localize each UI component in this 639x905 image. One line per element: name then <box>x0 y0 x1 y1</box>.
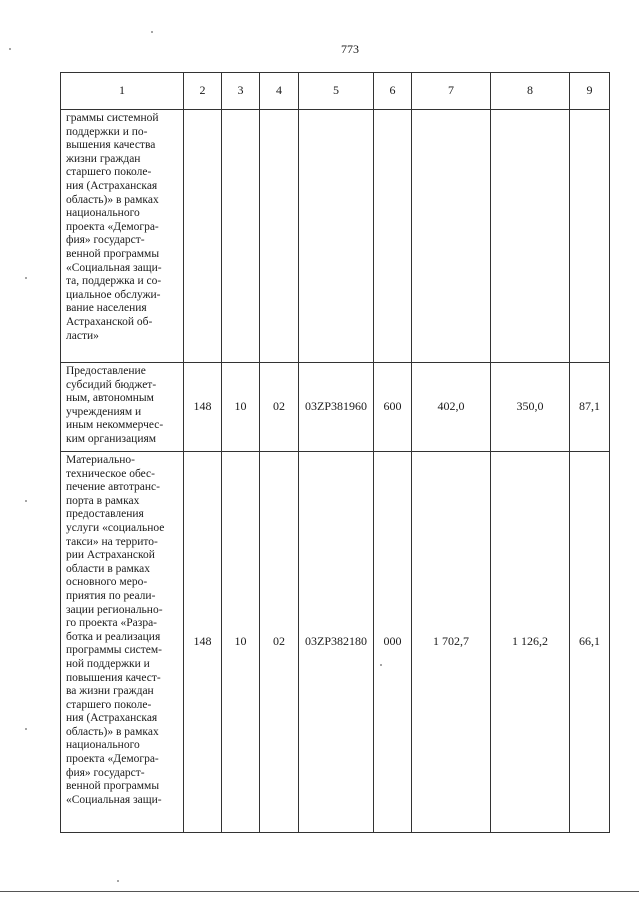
cell-executed-amount: 1 126,2 <box>491 452 570 833</box>
cell-target-article: 03ZP381960 <box>299 363 374 452</box>
cell-subsection <box>260 110 299 363</box>
cell-executed-amount: 350,0 <box>491 363 570 452</box>
scan-speck <box>151 31 153 33</box>
header-cell: 6 <box>374 73 412 110</box>
header-cell: 5 <box>299 73 374 110</box>
scan-speck <box>25 500 27 502</box>
cell-target-article: 03ZP382180 <box>299 452 374 833</box>
table-row <box>61 363 610 452</box>
cell-percent: 66,1 <box>570 452 610 833</box>
scan-speck <box>25 728 27 730</box>
cell-subsection: 02 <box>260 452 299 833</box>
scan-speck <box>117 880 119 882</box>
scan-edge-line <box>0 891 639 892</box>
cell-expense-type: 000 <box>374 452 412 833</box>
header-cell: 3 <box>222 73 260 110</box>
scan-speck <box>9 48 11 50</box>
cell-expense-type <box>374 110 412 363</box>
header-row <box>61 73 610 110</box>
header-cell: 4 <box>260 73 299 110</box>
row-description: Материально- техническое обес- печение автотранс- порта в рамках предоставления услуги «социальное такси» на террито- рии Астраханской области в рамках основного меро- приятия по реали- зации регионально- го проекта «Разра- ботка и реализация программы систем- ной поддержки и повышения качест- ва жизни граждан старшего поколе- ния (Астраханская область)» в рамках национального проекта «Демогра- фия» государст- венной программы «Социальная защи- <box>61 452 184 833</box>
scan-speck <box>25 277 27 279</box>
cell-section: 10 <box>222 452 260 833</box>
cell-ministry: 148 <box>184 452 222 833</box>
header-cell: 7 <box>412 73 491 110</box>
cell-ministry: 148 <box>184 363 222 452</box>
row-description: граммы системной поддержки и по- вышения качества жизни граждан старшего поколе- ния (Астраханская область)» в рамках национального проекта «Демогра- фия» государст- венной программы «Социальная защи- та, поддержка и со- циальное обслужи- вание населения Астраханской об- ласти» <box>61 110 184 363</box>
page-number: 773 <box>341 42 359 56</box>
scan-speck <box>380 664 382 666</box>
header-cell: 8 <box>491 73 570 110</box>
header-cell: 9 <box>570 73 610 110</box>
header-cell: 2 <box>184 73 222 110</box>
cell-target-article <box>299 110 374 363</box>
cell-executed-amount <box>491 110 570 363</box>
budget-table <box>60 72 610 833</box>
cell-planned-amount: 402,0 <box>412 363 491 452</box>
cell-expense-type: 600 <box>374 363 412 452</box>
table-row <box>61 110 610 363</box>
row-description: Предоставление субсидий бюджет- ным, автономным учреждениям и иным некоммерчес- ким организациям <box>61 363 184 452</box>
cell-planned-amount <box>412 110 491 363</box>
cell-percent <box>570 110 610 363</box>
cell-section <box>222 110 260 363</box>
cell-subsection: 02 <box>260 363 299 452</box>
cell-ministry <box>184 110 222 363</box>
table-row <box>61 452 610 833</box>
cell-planned-amount: 1 702,7 <box>412 452 491 833</box>
cell-section: 10 <box>222 363 260 452</box>
header-cell: 1 <box>61 73 184 110</box>
cell-percent: 87,1 <box>570 363 610 452</box>
